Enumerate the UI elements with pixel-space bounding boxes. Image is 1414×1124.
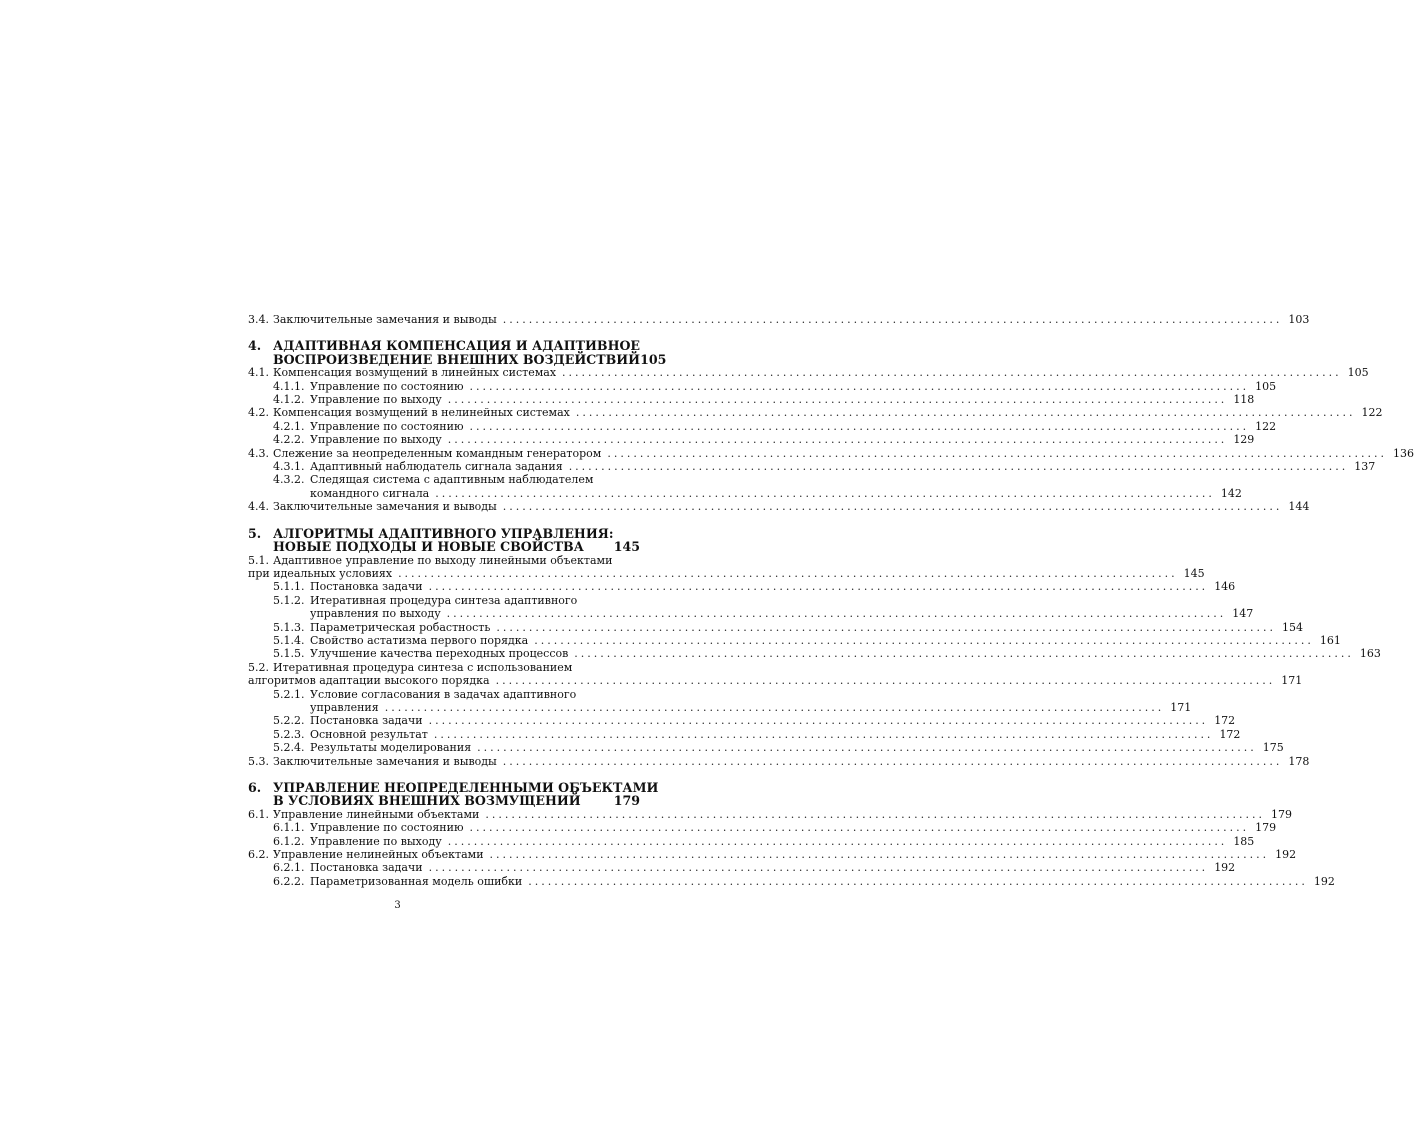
toc-number: 5.1.2. (273, 593, 305, 607)
toc-title: Адаптивный наблюдатель сигнала задания (310, 460, 563, 474)
toc-page-number: 103 (1288, 313, 1310, 326)
toc-number: 6.1.1. (273, 821, 305, 835)
leader-dots: ........................................................................................................................ (496, 620, 1276, 634)
toc-subsection[interactable] (248, 620, 1303, 634)
leader-dots: ........................................................................................................................ (398, 566, 1178, 580)
toc-number: 5.1.3. (273, 620, 305, 634)
toc-page-number: 161 (1319, 633, 1341, 647)
toc-subsection[interactable] (248, 687, 1192, 715)
toc-subsection[interactable] (248, 460, 1376, 474)
toc-number: 5.1.5. (273, 647, 305, 661)
toc-page-number: 175 (1262, 741, 1284, 755)
toc-number: 4.1. (248, 366, 269, 380)
toc-page-number: 105 (640, 351, 667, 367)
toc-number: 5.2.3. (273, 727, 305, 741)
table-of-contents (248, 313, 1414, 888)
toc-title: Адаптивное управление по выходу линейными объектами (273, 553, 613, 567)
toc-page-number: 146 (1214, 580, 1236, 594)
leader-dots: ........................................................................................................................ (447, 393, 1228, 407)
toc-title: В УСЛОВИЯХ ВНЕШНИХ ВОЗМУЩЕНИЙ (273, 793, 581, 809)
toc-title: управления по выходу (310, 607, 441, 621)
leader-dots: ........................................................................................................................ (502, 754, 1283, 768)
toc-title: Управление по состоянию (310, 419, 464, 433)
toc-title: Заключительные замечания и выводы (273, 754, 497, 768)
leader-dots: ........................................................................................................................ (469, 419, 1250, 433)
leader-dots: ........................................................................................................................ (447, 834, 1228, 848)
toc-title: Постановка задачи (310, 580, 423, 594)
toc-title: Заключительные замечания и выводы (273, 500, 497, 514)
toc-page-number: 105 (1347, 366, 1369, 380)
toc-title: Итеративная процедура синтеза с использованием (273, 660, 573, 674)
toc-page-number: 178 (1288, 754, 1310, 768)
toc-page-number: 185 (1233, 834, 1255, 848)
leader-dots: ........................................................................................................................ (428, 580, 1209, 594)
toc-number: 4.3.2. (273, 473, 305, 487)
leader-dots: ........................................................................................................................ (495, 674, 1276, 688)
toc-title: Улучшение качества переходных процессов (310, 647, 569, 661)
toc-page-number: 105 (1255, 379, 1277, 393)
toc-number: 6.1. (248, 807, 269, 821)
toc-number: 4.2. (248, 406, 269, 420)
toc-page-number: 192 (1275, 848, 1297, 862)
toc-subsection[interactable] (248, 821, 1277, 835)
toc-title: ВОСПРОИЗВЕДЕНИЕ ВНЕШНИХ ВОЗДЕЙСТВИЙ (273, 351, 641, 367)
leader-dots: ........................................................................................................................ (562, 366, 1342, 380)
toc-number: 4.3. (248, 446, 269, 460)
toc-number: 5.1. (248, 553, 269, 567)
toc-title: Управление по выходу (310, 834, 442, 848)
toc-title: Слежение за неопределенным командным генератором (273, 446, 602, 460)
toc-number: 5.2.2. (273, 714, 305, 728)
toc-title: Заключительные замечания и выводы (273, 313, 497, 326)
toc-title: командного сигнала (310, 486, 430, 500)
toc-subsection[interactable] (248, 727, 1241, 741)
toc-subsection[interactable] (248, 593, 1254, 621)
toc-subsection[interactable] (248, 393, 1255, 407)
toc-title: при идеальных условиях (248, 566, 393, 580)
toc-title: Постановка задачи (310, 861, 423, 875)
toc-subsection[interactable] (248, 834, 1255, 848)
toc-section[interactable] (248, 807, 1292, 821)
toc-section[interactable] (248, 446, 1414, 460)
toc-number: 5.2.1. (273, 687, 305, 701)
toc-title: Управление по выходу (310, 433, 442, 447)
toc-page-number: 145 (613, 539, 640, 555)
toc-section[interactable] (248, 553, 1205, 581)
toc-number: 5.1.4. (273, 633, 305, 647)
leader-dots: ........................................................................................................................ (574, 647, 1354, 661)
toc-page-number: 192 (1313, 874, 1335, 888)
toc-number: 6.2.2. (273, 874, 305, 888)
toc-title: Управление по состоянию (310, 379, 464, 393)
toc-title: Управление линейными объектами (273, 807, 480, 821)
toc-title: Условие согласования в задачах адаптивного (310, 687, 577, 701)
toc-title: алгоритмов адаптации высокого порядка (248, 674, 490, 688)
toc-number: 3.4. (248, 313, 269, 326)
toc-title: НОВЫЕ ПОДХОДЫ И НОВЫЕ СВОЙСТВА (273, 539, 584, 555)
toc-page-number: 154 (1281, 620, 1303, 634)
toc-chapter[interactable] (248, 780, 659, 809)
toc-subsection[interactable] (248, 633, 1341, 647)
toc-page-number: 142 (1220, 486, 1242, 500)
toc-section[interactable] (248, 500, 1310, 514)
toc-number: 5.1.1. (273, 580, 305, 594)
leader-dots: ........................................................................................................................ (534, 633, 1314, 647)
toc-number: 4.3.1. (273, 460, 305, 474)
leader-dots: ........................................................................................................................ (469, 821, 1250, 835)
leader-dots: ........................................................................................................................ (489, 848, 1270, 862)
toc-page-number: 136 (1392, 446, 1414, 460)
toc-page-number: 192 (1214, 861, 1236, 875)
toc-title: Управление по выходу (310, 393, 442, 407)
toc-number: 4.1.2. (273, 393, 305, 407)
toc-subsection[interactable] (248, 714, 1236, 728)
toc-page-number: 118 (1233, 393, 1255, 407)
toc-section[interactable] (248, 366, 1369, 380)
toc-title: АЛГОРИТМЫ АДАПТИВНОГО УПРАВЛЕНИЯ: (273, 525, 614, 541)
leader-dots: ........................................................................................................................ (447, 433, 1228, 447)
toc-number: 4.1.1. (273, 379, 305, 393)
toc-page-number: 171 (1281, 674, 1303, 688)
toc-title: Управление по состоянию (310, 821, 464, 835)
leader-dots: ........................................................................................................................ (433, 727, 1214, 741)
leader-dots: ........................................................................................................................ (575, 406, 1356, 420)
toc-page-number: 172 (1214, 714, 1236, 728)
toc-title: Параметризованная модель ошибки (310, 874, 523, 888)
toc-title: управления (310, 700, 379, 714)
toc-page-number: 179 (1270, 807, 1292, 821)
toc-page-number: 171 (1170, 700, 1192, 714)
toc-subsection[interactable] (248, 379, 1277, 393)
toc-number: 6.1.2. (273, 834, 305, 848)
toc-number: 4.2.1. (273, 419, 305, 433)
leader-dots: ........................................................................................................................ (469, 379, 1250, 393)
toc-title: АДАПТИВНАЯ КОМПЕНСАЦИЯ И АДАПТИВНОЕ (273, 338, 641, 354)
toc-section[interactable] (248, 313, 1310, 326)
leader-dots: ........................................................................................................................ (528, 874, 1308, 888)
toc-number: 5.2. (248, 660, 269, 674)
toc-number: 4. (248, 338, 262, 354)
toc-subsection[interactable] (248, 433, 1255, 447)
leader-dots: ........................................................................................................................ (384, 700, 1165, 714)
toc-title: Постановка задачи (310, 714, 423, 728)
toc-chapter[interactable] (248, 527, 640, 554)
toc-number: 5.2.4. (273, 741, 305, 755)
leader-dots: ........................................................................................................................ (428, 714, 1209, 728)
toc-page-number: 137 (1354, 460, 1376, 474)
toc-subsection[interactable] (248, 647, 1381, 661)
toc-title: Основной результат (310, 727, 428, 741)
toc-title: УПРАВЛЕНИЕ НЕОПРЕДЕЛЕННЫМИ ОБЪЕКТАМИ (273, 780, 659, 795)
toc-page-number: 144 (1288, 500, 1310, 514)
toc-number: 5.3. (248, 754, 269, 768)
toc-title: Компенсация возмущений в нелинейных системах (273, 406, 570, 420)
toc-subsection[interactable] (248, 874, 1335, 888)
toc-page-number: 172 (1219, 727, 1241, 741)
leader-dots: ........................................................................................................................ (477, 741, 1257, 755)
leader-dots: ........................................................................................................................ (568, 460, 1349, 474)
toc-number: 4.4. (248, 500, 269, 514)
toc-section[interactable] (248, 406, 1383, 420)
toc-number: 4.2.2. (273, 433, 305, 447)
toc-number: 5. (248, 525, 262, 541)
toc-title: Управление нелинейных объектами (273, 848, 484, 862)
leader-dots: ........................................................................................................................ (446, 607, 1227, 621)
leader-dots: ........................................................................................................................ (502, 313, 1283, 326)
toc-page-number: 147 (1232, 607, 1254, 621)
toc-title: Результаты моделирования (310, 741, 472, 755)
toc-title: Итеративная процедура синтеза адаптивного (310, 593, 578, 607)
toc-subsection[interactable] (248, 580, 1236, 594)
toc-page-number: 145 (1183, 566, 1205, 580)
toc-page-number: 122 (1361, 406, 1383, 420)
toc-chapter[interactable] (248, 338, 667, 367)
toc-page-number: 129 (1233, 433, 1255, 447)
toc-title: Следящая система с адаптивным наблюдателем (310, 473, 594, 487)
toc-section[interactable] (248, 660, 1303, 688)
toc-subsection[interactable] (248, 419, 1277, 433)
toc-section[interactable] (248, 848, 1297, 862)
toc-page-number: 179 (1255, 821, 1277, 835)
leader-dots: ........................................................................................................................ (485, 807, 1265, 821)
toc-number: 6. (248, 780, 262, 795)
toc-page-number: 179 (613, 793, 640, 809)
toc-section[interactable] (248, 754, 1310, 768)
toc-number: 6.2.1. (273, 861, 305, 875)
toc-subsection[interactable] (248, 473, 1242, 500)
leader-dots: ........................................................................................................................ (607, 446, 1387, 460)
toc-subsection[interactable] (248, 741, 1284, 755)
toc-title: Свойство астатизма первого порядка (310, 633, 529, 647)
page-number: 3 (394, 900, 401, 911)
leader-dots: ........................................................................................................................ (502, 500, 1283, 514)
leader-dots: ........................................................................................................................ (435, 486, 1215, 500)
toc-page-number: 122 (1255, 419, 1277, 433)
leader-dots: ........................................................................................................................ (428, 861, 1209, 875)
toc-page-number: 163 (1359, 647, 1381, 661)
toc-title: Компенсация возмущений в линейных системах (273, 366, 557, 380)
toc-subsection[interactable] (248, 861, 1236, 875)
toc-number: 6.2. (248, 848, 269, 862)
toc-title: Параметрическая робастность (310, 620, 491, 634)
